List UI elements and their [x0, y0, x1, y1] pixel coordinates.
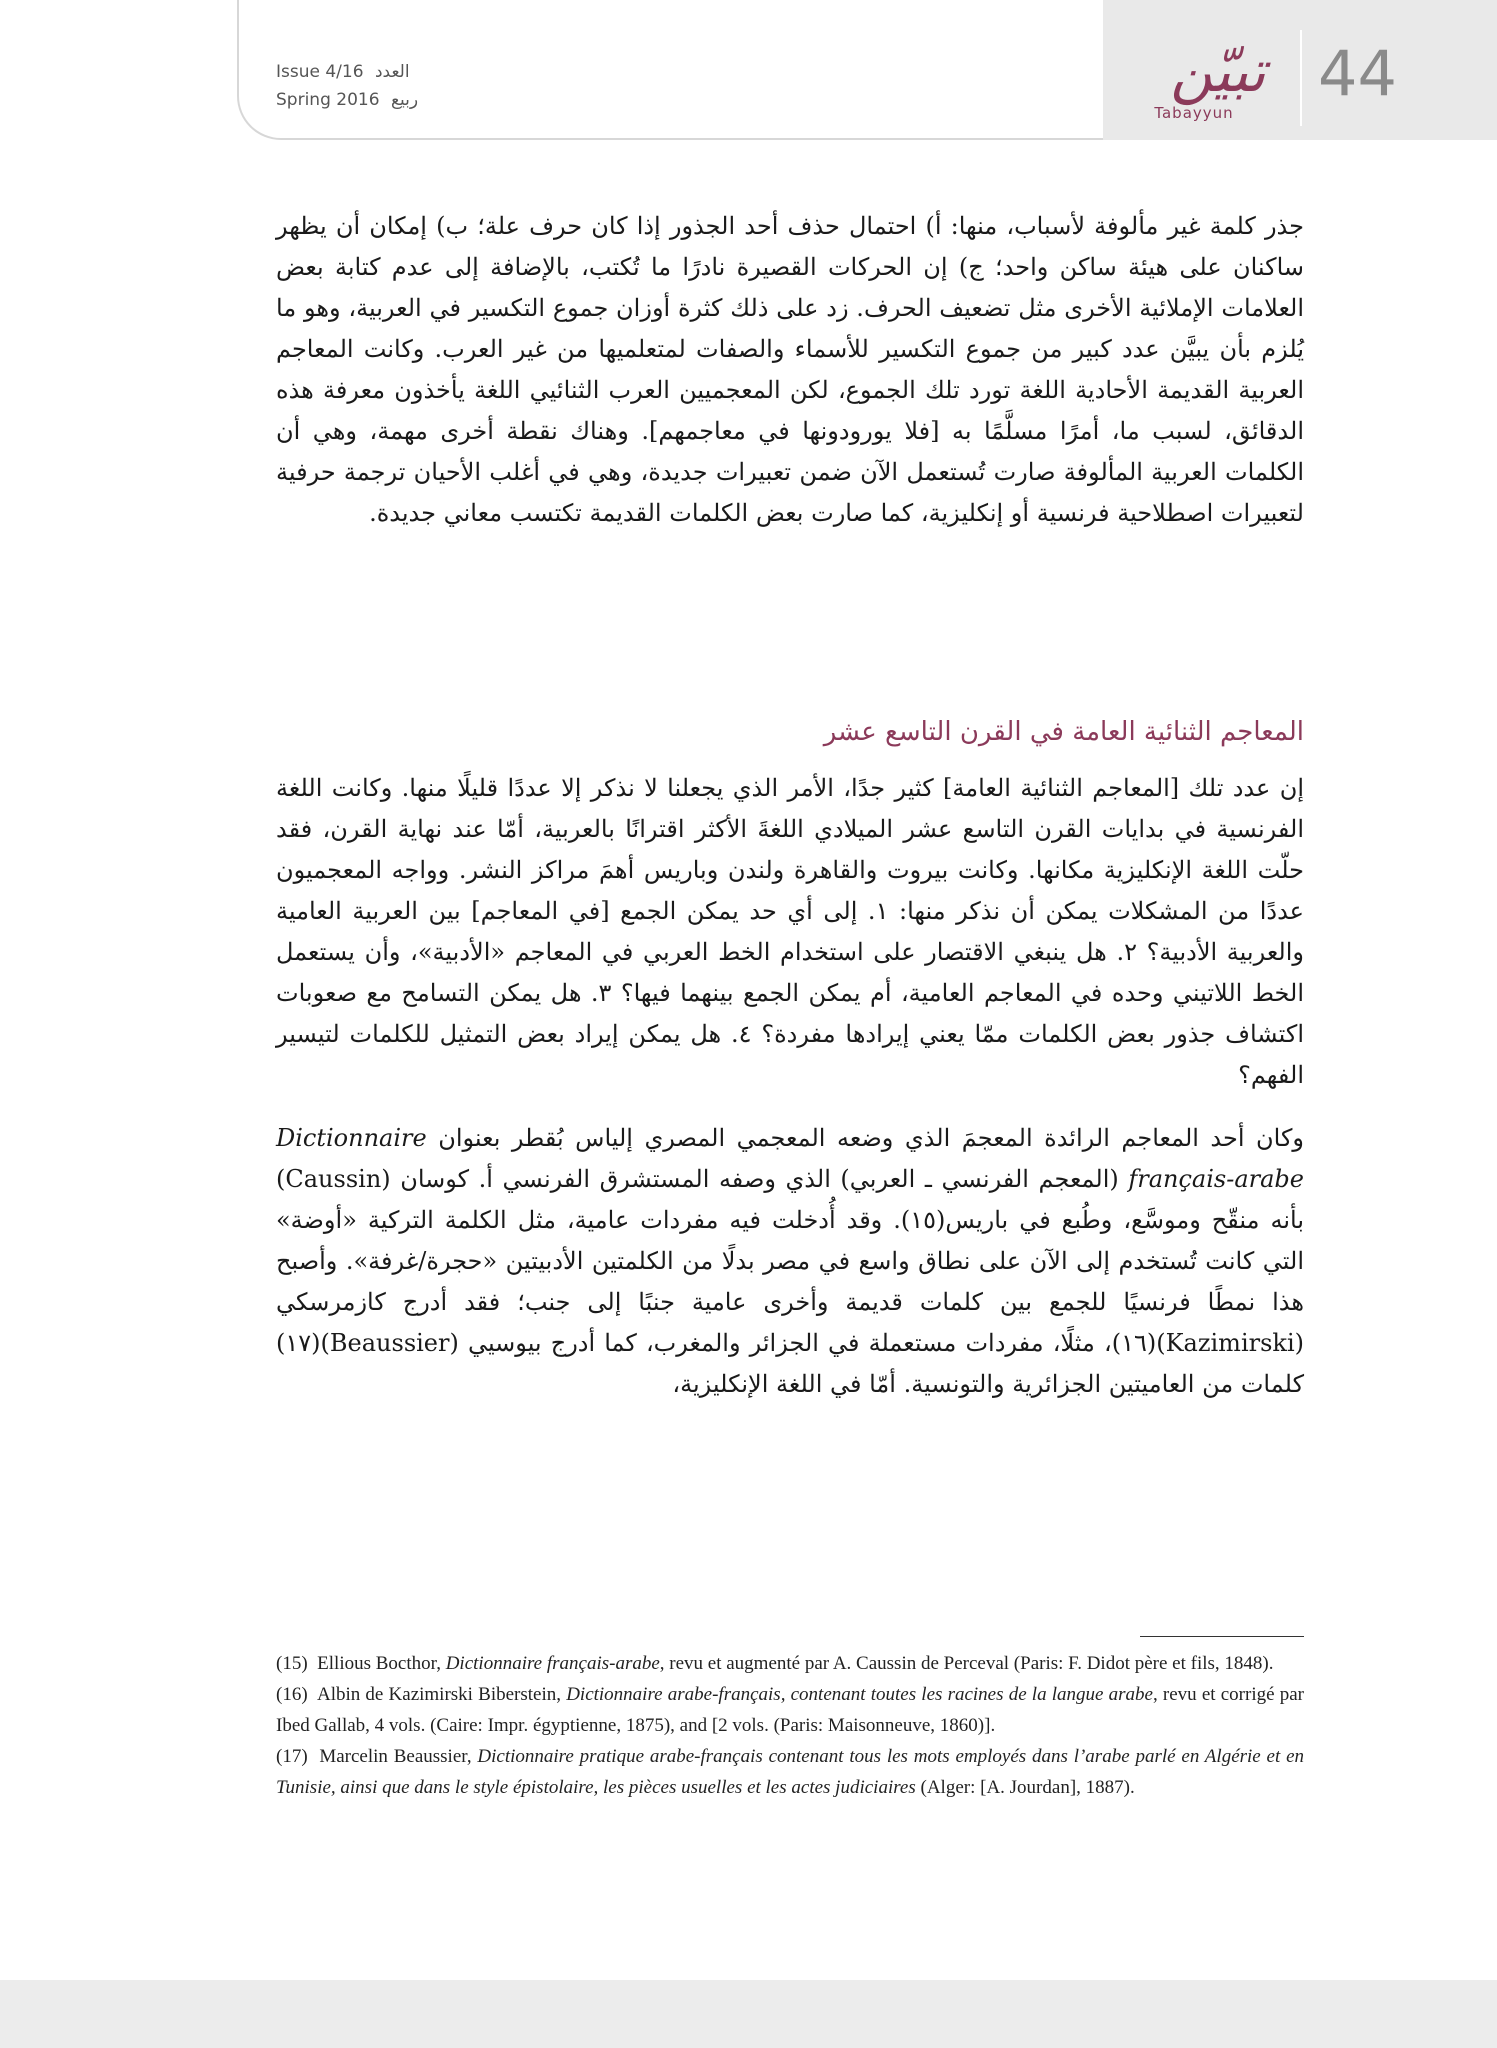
footnote-author: Marcelin Beaussier, — [319, 1746, 472, 1767]
footnote — [276, 1648, 1304, 1679]
footnote-author: Albin de Kazimirski Biberstein, — [316, 1684, 561, 1705]
season-en: Spring 2016 — [276, 90, 380, 110]
season-line — [276, 86, 418, 114]
footnote-title: Dictionnaire français-arabe — [445, 1653, 660, 1674]
section-heading: المعاجم الثنائية العامة في القرن التاسع عشر — [823, 717, 1304, 747]
page-number: 44 — [1318, 37, 1397, 110]
issue-ar: العدد — [374, 62, 410, 82]
season-ar: ربيع — [390, 90, 419, 110]
paragraph — [276, 1118, 1304, 1405]
body-text-top — [276, 206, 1304, 534]
footnote — [276, 1679, 1304, 1741]
footnote-details: , revu et augmenté par A. Caussin de Perceval (Paris: F. Didot père et fils, 1848). — [659, 1653, 1274, 1674]
paragraph-text: وكان أحد المعاجم الرائدة المعجمَ الذي وضعه المعجمي المصري إلياس بُقطر بعنوان — [438, 1124, 1304, 1152]
page-header — [237, 0, 1497, 140]
issue-en: Issue 4/16 — [276, 62, 364, 82]
logo-arabic: تبيّن — [1170, 37, 1266, 105]
footnote-separator — [1140, 1636, 1304, 1637]
footnote-author: Ellious Bocthor, — [317, 1653, 441, 1674]
paragraph: جذر كلمة غير مألوفة لأسباب، منها: أ) احتمال حذف أحد الجذور إذا كان حرف علة؛ ب) إمكان أن يظهر ساكنان على هيئة ساكن واحد؛ ج) إن الحركات القصيرة نادرًا ما تُكتب، بالإضافة إلى عدم كتابة بعض العلامات الإملائية الأخرى مثل تضعيف الحرف. زد على ذلك كثرة أوزان جموع التكسير في العربية، وهو ما يُلزم بأن يبيَّن عدد كبير من جموع التكسير للأسماء والصفات لمتعلميها من غير العرب. وكانت المعاجم العربية القديمة الأحادية اللغة تورد تلك الجموع، لكن المعجميين العرب الثنائيي اللغة يأخذون معرفة هذه الدقائق، لسبب ما، أمرًا مسلَّمًا به [فلا يورودونها في معاجمهم]. وهناك نقطة أخرى مهمة، وهي أن الكلمات العربية المألوفة صارت تُستعمل الآن ضمن تعبيرات جديدة، وهي في أغلب الأحيان ترجمة حرفية لتعبيرات اصطلاحية فرنسية أو إنكليزية، كما صارت بعض الكلمات القديمة تكتسب معاني جديدة. — [276, 212, 1304, 527]
paragraph-text: (المعجم الفرنسي ـ العربي) الذي وصفه المستشرق الفرنسي أ. كوسان (Caussin) بأنه منقّح وموسَّع، وطُبع في باريس(١٥). وقد أُدخلت فيه مفردات عامية، مثل الكلمة التركية «أوضة» التي كانت تُستخدم إلى الآن على نطاق واسع في مصر بدلًا من الكلمتين الأدبيتين «حجرة/غرفة». وأصبح هذا نمطًا فرنسيًا للجمع بين كلمات قديمة وأخرى عامية جنبًا إلى جنب؛ فقد أدرج كازمرسكي (Kazimirski)(١٦)، مثلًا، مفردات مستعملة في الجزائر والمغرب، كما أدرج بيوسيي (Beaussier)(١٧) كلمات من العاميتين الجزائرية والتونسية. أمّا في اللغة الإنكليزية، — [276, 1165, 1304, 1398]
footnotes — [276, 1648, 1304, 1803]
body-text-section — [276, 768, 1304, 1405]
footnote-number: (16) — [276, 1684, 308, 1705]
footnote-number: (17) — [276, 1746, 308, 1767]
page-footer-band — [0, 1980, 1497, 2048]
paragraph: إن عدد تلك [المعاجم الثنائية العامة] كثير جدًا، الأمر الذي يجعلنا لا نذكر إلا عددًا قليلًا منها. وكانت اللغة الفرنسية في بدايات القرن التاسع عشر الميلادي اللغةَ الأكثر اقترانًا بالعربية، أمّا عند نهاية القرن، فقد حلّت اللغة الإنكليزية مكانها. وكانت بيروت والقاهرة ولندن وباريس أهمَ مراكز النشر. وواجه المعجميون عددًا من المشكلات يمكن أن نذكر منها: ١. إلى أي حد يمكن الجمع [في المعاجم] بين العربية العامية والعربية الأدبية؟ ٢. هل ينبغي الاقتصار على استخدام الخط العربي في المعاجم «الأدبية»، وأن يستعمل الخط اللاتيني وحده في المعاجم العامية، أم يمكن الجمع بينهما فيها؟ ٣. هل يمكن التسامح مع صعوبات اكتشاف جذور بعض الكلمات ممّا يعني إيرادها مفردة؟ ٤. هل يمكن إيراد بعض التمثيل للكلمات لتيسير الفهم؟ — [276, 774, 1305, 1089]
issue-info — [276, 58, 418, 114]
journal-logo — [1128, 37, 1308, 130]
footnote-number: (15) — [276, 1653, 308, 1674]
header-divider — [1300, 30, 1302, 126]
footnote — [276, 1741, 1304, 1803]
footnote-title: Dictionnaire pratique arabe-français contenant tous les mots employés dans l’arabe parlé en Algérie et en Tunisie, ainsi que dans le style épistolaire, les pièces usuelles et les actes judiciaires — [276, 1746, 1305, 1798]
logo-latin: Tabayyun — [1154, 104, 1234, 122]
issue-line — [276, 58, 418, 86]
footnote-details: , revu et corrigé par Ibed Gallab, 4 vols. (Caire: Impr. égyptienne, 1875), and [2 vols. (Paris: Maisonneuve, 1860)]. — [276, 1684, 1304, 1736]
latin-title: Dictionnaire français-arabe — [276, 1124, 1304, 1193]
footnote-details: (Alger: [A. Jourdan], 1887). — [915, 1777, 1135, 1798]
footnote-title: Dictionnaire arabe-français, contenant toutes les racines de la langue arabe — [566, 1684, 1153, 1705]
